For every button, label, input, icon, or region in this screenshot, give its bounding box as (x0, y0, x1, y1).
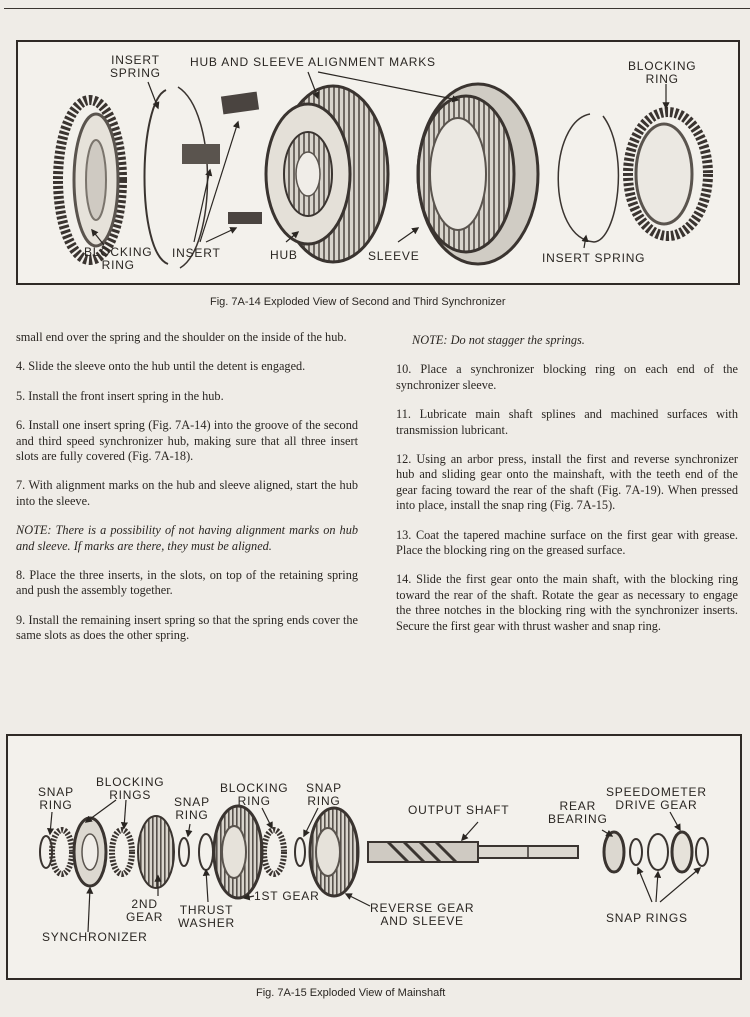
callout-insert: INSERT (172, 246, 221, 260)
callout-line: RING (237, 794, 271, 808)
paragraph: 8. Place the three inserts, in the slots, on top of the retaining spring and push the assembly together. (16, 568, 358, 598)
callout-line: SPRING (110, 66, 161, 80)
callout-line: REAR (559, 799, 597, 813)
callout-rear-bearing (548, 800, 608, 826)
callout-line: RING (175, 808, 209, 822)
note: NOTE: Do not stagger the springs. (412, 333, 585, 347)
callout-line: RING (39, 798, 73, 812)
paragraph: 9. Install the remaining insert spring so that the spring ends cover the same slots as does the other spring. (16, 612, 358, 643)
callout-blocking-ring (220, 782, 288, 808)
paragraph: 6. Install one insert spring (Fig. 7A-14) into the groove of the second and third speed synchronizer hub, making sure that all three insert slots are fully covered (Fig. 7A-18). (16, 418, 358, 464)
callout-line: BLOCKING (96, 775, 165, 789)
note: NOTE: There is a possibility of not having alignment marks on hub and sleeve. If marks are there, they must be aligned. (16, 523, 358, 553)
hub (266, 86, 388, 262)
callout-line: SNAP (174, 795, 210, 809)
callout-snap-ring-2 (174, 796, 210, 822)
callout-line: BLOCKING (84, 245, 153, 259)
callout-blocking-ring-bottom (84, 246, 152, 272)
figure-7a-15 (6, 734, 742, 980)
callout-line: BEARING (548, 812, 608, 826)
callout-line: BLOCKING (220, 781, 289, 795)
callout-reverse-gear (370, 902, 474, 928)
callout-alignment-marks: HUB AND SLEEVE ALIGNMENT MARKS (190, 55, 436, 69)
paragraph: 12. Using an arbor press, install the first and reverse synchronizer hub and sliding gear onto the mainshaft, with the teeth end of the gear facing toward the rear of the shaft (Fig. 7A-19). When pressed into place, install the snap ring (Fig. 7A-15). (396, 452, 738, 513)
figure-7a-14 (16, 40, 740, 285)
top-rule (4, 8, 750, 9)
blocking-ring-right (628, 112, 708, 236)
insert-spring-left (145, 90, 169, 264)
text-column-right (396, 333, 738, 648)
callout-line: RING (307, 794, 341, 808)
callout-insert-spring-bottom: INSERT SPRING (542, 251, 646, 265)
callout-line: INSERT (111, 53, 160, 67)
callout-snap-rings: SNAP RINGS (606, 911, 688, 925)
callout-line: 2ND (131, 897, 158, 911)
inserts (182, 92, 262, 224)
blocking-ring-left (58, 100, 122, 260)
callout-line: GEAR (126, 910, 164, 924)
paragraph: 13. Coat the tapered machine surface on the first gear with grease. Place the blocking ring on the greased surface. (396, 527, 738, 558)
callout-thrust-washer (178, 904, 235, 930)
callout-first-gear: 1ST GEAR (254, 889, 320, 903)
paragraph: small end over the spring and the shoulder on the inside of the hub. (16, 330, 347, 344)
insert-spring-right (558, 114, 618, 242)
callout-synchronizer: SYNCHRONIZER (42, 930, 148, 944)
callout-snap-ring-1 (38, 786, 74, 812)
callout-line: AND SLEEVE (380, 914, 464, 928)
callout-line: BLOCKING (628, 59, 697, 73)
callout-line: THRUST (179, 903, 234, 917)
callout-sleeve: SLEEVE (368, 249, 420, 263)
callout-line: SNAP (306, 781, 342, 795)
paragraph: 11. Lubricate main shaft splines and machined surfaces with transmission lubricant. (396, 407, 738, 437)
sleeve (418, 84, 538, 264)
callout-snap-ring-3 (306, 782, 342, 808)
callout-line: REVERSE GEAR (370, 901, 475, 915)
callout-hub: HUB (270, 248, 298, 262)
caption-fig-7a-15: Fig. 7A-15 Exploded View of Mainshaft (256, 987, 446, 999)
callout-speedometer-drive-gear (606, 786, 707, 812)
output-shaft (368, 842, 578, 862)
caption-fig-7a-14: Fig. 7A-14 Exploded View of Second and Third Synchronizer (210, 296, 506, 308)
callout-line: WASHER (178, 916, 236, 930)
text-column-left (16, 330, 358, 658)
paragraph: 14. Slide the first gear onto the main shaft, with the blocking ring toward the rear of the shaft. Rotate the gear as necessary to engage the three notches in the blocking ring with the synchronizer inserts. Secure the first gear with thrust washer and snap ring. (396, 572, 738, 633)
callout-line: RINGS (109, 788, 152, 802)
callout-blocking-ring-top (628, 60, 696, 86)
callout-blocking-rings (96, 776, 164, 802)
callout-line: SPEEDOMETER (606, 785, 707, 799)
paragraph: 4. Slide the sleeve onto the hub until the detent is engaged. (16, 359, 306, 374)
paragraph: 7. With alignment marks on the hub and sleeve aligned, start the hub into the sleeve. (16, 478, 358, 508)
paragraph: 10. Place a synchronizer blocking ring on each end of the synchronizer sleeve. (396, 362, 738, 392)
callout-line: SNAP (38, 785, 74, 799)
callout-second-gear (126, 898, 163, 924)
callout-line: RING (645, 72, 679, 86)
callout-line: DRIVE GEAR (615, 798, 698, 812)
callout-output-shaft: OUTPUT SHAFT (408, 803, 510, 817)
paragraph: 5. Install the front insert spring in the hub. (16, 388, 224, 403)
callout-insert-spring-top (110, 54, 161, 80)
callout-line: RING (101, 258, 135, 272)
rear-bearing-and-gear (604, 832, 708, 872)
